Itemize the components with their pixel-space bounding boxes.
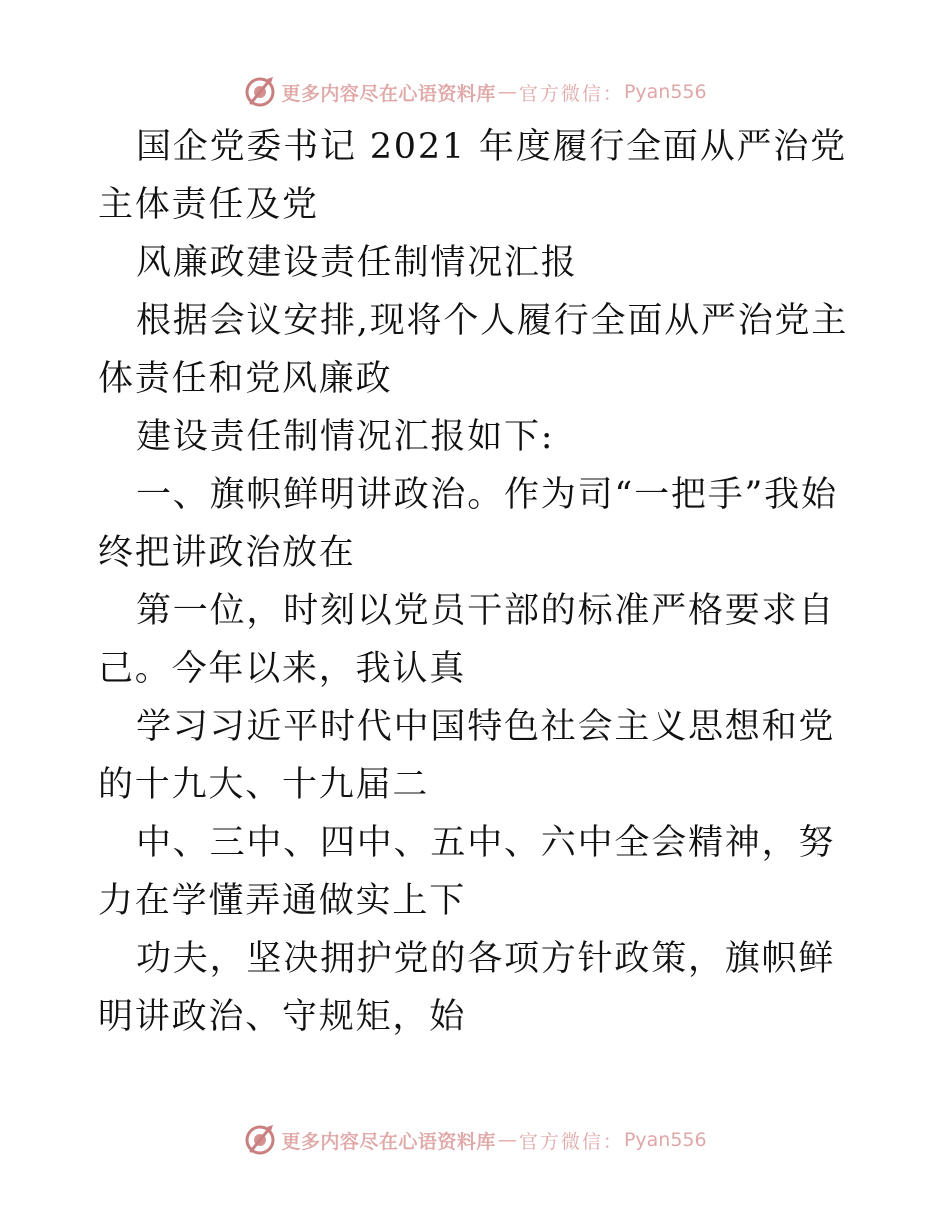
paragraph-title: 国企党委书记 2021 年度履行全面从严治党主体责任及党 [98, 127, 847, 225]
banner-dash: — [497, 1129, 517, 1151]
paragraph: 第一位，时刻以党员干部的标准严格要求自己。今年以来，我认真 [98, 591, 836, 689]
document-body [98, 118, 858, 1046]
banner-dash: — [497, 81, 517, 103]
banner-wechat-label: 官方微信： [518, 1130, 624, 1153]
banner-wechat-id: Pyan556 [623, 1129, 707, 1151]
banner-wechat-id: Pyan556 [623, 81, 707, 103]
paragraph: 功夫，坚决拥护党的各项方针政策，旗帜鲜明讲政治、守规矩，始 [98, 939, 836, 1037]
brush-logo-icon [243, 75, 277, 109]
banner-main-text: 更多内容尽在心语资料库 [281, 1130, 496, 1153]
paragraph: 根据会议安排,现将个人履行全面从严治党主体责任和党风廉政 [98, 301, 849, 399]
banner-main-text: 更多内容尽在心语资料库 [281, 82, 496, 105]
paragraph: 一、旗帜鲜明讲政治。作为司“一把手”我始终把讲政治放在 [98, 475, 838, 573]
banner-wechat-label: 官方微信： [518, 82, 624, 105]
paragraph-title-cont: 风廉政建设责任制情况汇报 [136, 243, 578, 283]
paragraph: 学习习近平时代中国特色社会主义思想和党的十九大、十九届二 [98, 707, 836, 805]
paragraph: 中、三中、四中、五中、六中全会精神，努力在学懂弄通做实上下 [98, 823, 836, 921]
brush-logo-icon [243, 1123, 277, 1157]
header-banner [0, 72, 950, 112]
paragraph: 建设责任制情况汇报如下: [136, 417, 555, 457]
footer-banner [0, 1120, 950, 1160]
